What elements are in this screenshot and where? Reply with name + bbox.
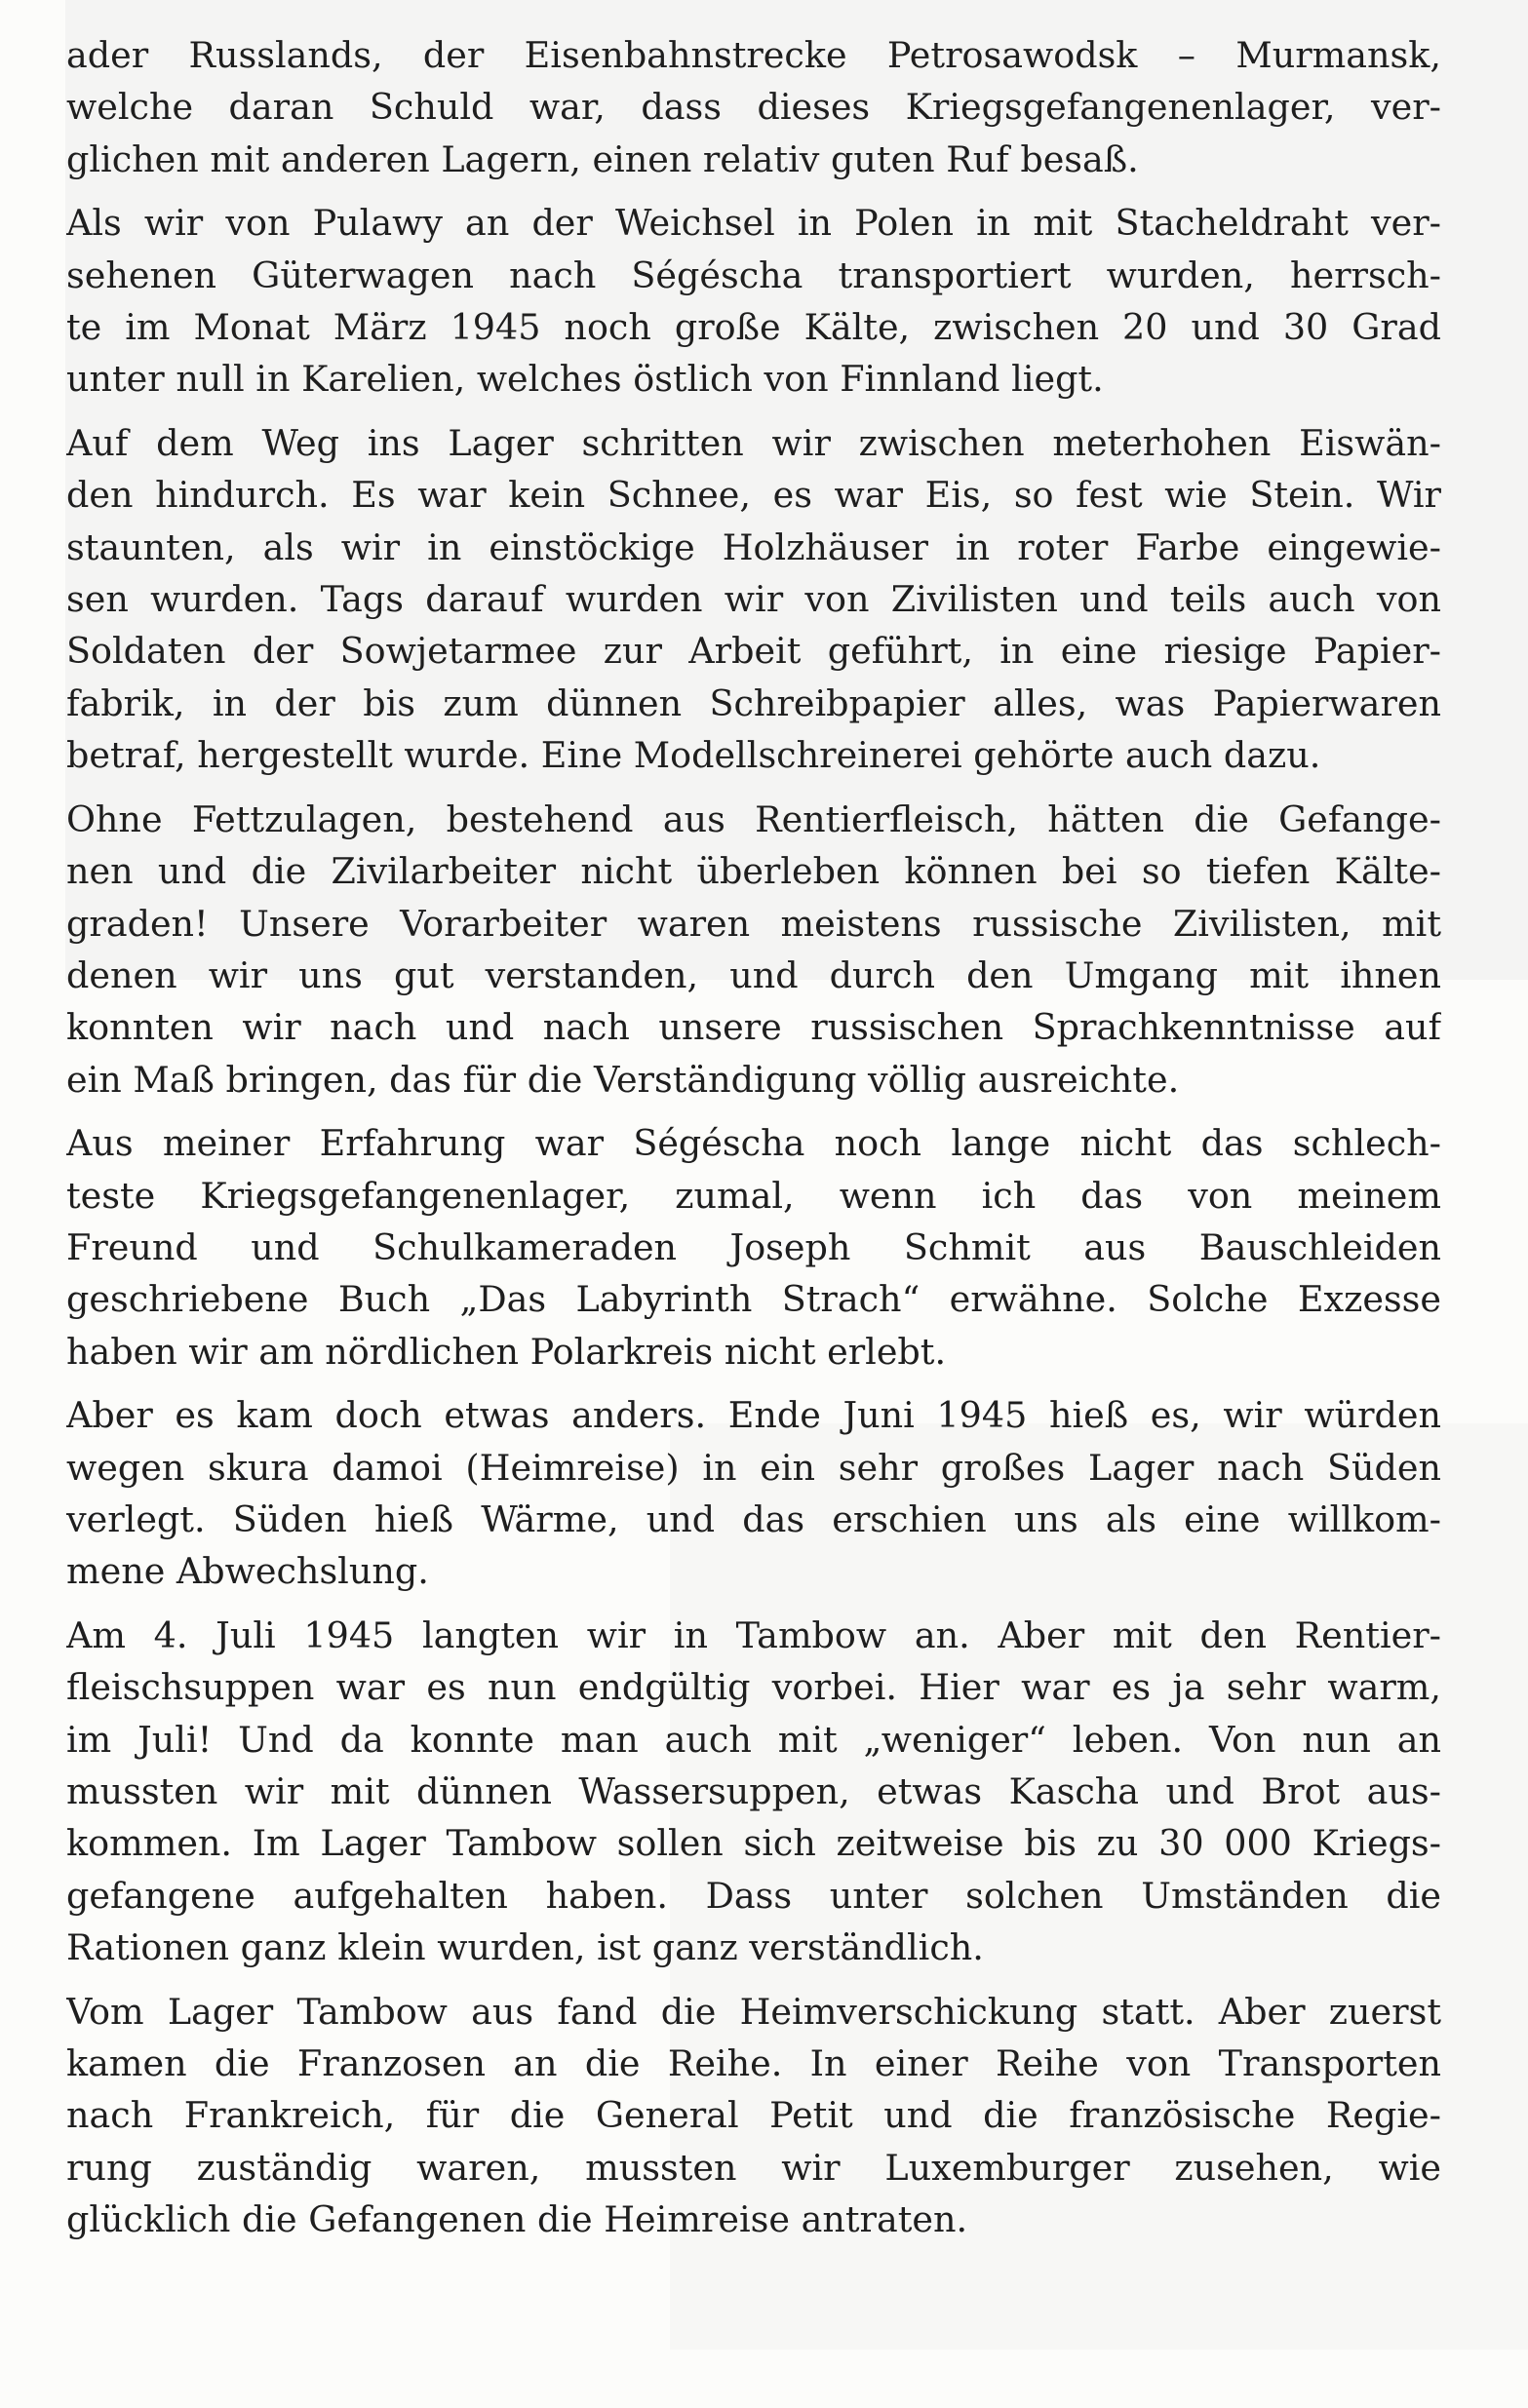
paragraph-3 [66,417,1441,782]
text-line: betraf, hergestellt wurde. Eine Modellschreinerei gehörte auch dazu. [66,734,1321,777]
text-line: glichen mit anderen Lagern, einen relativ guten Ruf besaß. [66,137,1139,180]
text-line: gefangene aufgehalten haben. Dass unter solchen Umständen die [66,1874,1441,1917]
text-line: geschriebene Buch „Das Labyrinth Strach“ erwähne. Solche Exzesse [66,1278,1441,1321]
paragraph-1 [66,29,1441,185]
text-line: Am 4. Juli 1945 langten wir in Tambow an. Aber mit den Rentier- [66,1613,1441,1656]
text-line: staunten, als wir in einstöckige Holzhäuser in roter Farbe eingewie- [66,525,1441,568]
text-line: sehenen Güterwagen nach Ségéscha transportiert wurden, herrsch- [66,253,1441,296]
text-line: wegen skura damoi (Heimreise) in ein sehr großes Lager nach Süden [66,1446,1441,1489]
text-line: im Juli! Und da konnte man auch mit „weniger“ leben. Von nun an [66,1718,1441,1761]
text-line: Rationen ganz klein wurden, ist ganz verständlich. [66,1926,984,1969]
text-line: Aus meiner Erfahrung war Ségéscha noch lange nicht das schlech- [66,1122,1441,1165]
text-line: sen wurden. Tags darauf wurden wir von Zivilisten und teils auch von [66,578,1441,621]
text-line: nach Frankreich, für die General Petit und die französische Regie- [66,2094,1441,2137]
text-line: kamen die Franzosen an die Reihe. In einer Reihe von Transporten [66,2042,1441,2085]
text-line: konnten wir nach und nach unsere russischen Sprachkenntnisse auf [66,1006,1441,1049]
paragraph-8 [66,1986,1441,2246]
text-line: Vom Lager Tambow aus fand die Heimverschickung statt. Aber zuerst [66,1990,1441,2033]
text-line: ein Maß bringen, das für die Verständigung völlig ausreichte. [66,1058,1180,1101]
text-line: Freund und Schulkameraden Joseph Schmit aus Bauschleiden [66,1225,1441,1268]
text-line: te im Monat März 1945 noch große Kälte, zwischen 20 und 30 Grad [66,306,1441,349]
text-line: mussten wir mit dünnen Wassersuppen, etwas Kascha und Brot aus- [66,1770,1441,1812]
text-line: mene Abwechslung. [66,1550,429,1593]
text-line: rung zuständig waren, mussten wir Luxemburger zusehen, wie [66,2146,1441,2189]
text-line: den hindurch. Es war kein Schnee, es war Eis, so fest wie Stein. Wir [66,474,1441,517]
text-line: haben wir am nördlichen Polarkreis nicht erlebt. [66,1330,947,1373]
text-line: kommen. Im Lager Tambow sollen sich zeitweise bis zu 30 000 Kriegs- [66,1822,1441,1865]
text-line: glücklich die Gefangenen die Heimreise antraten. [66,2198,968,2241]
paragraph-7 [66,1610,1441,1974]
text-line: nen und die Zivilarbeiter nicht überleben können bei so tiefen Kälte- [66,850,1441,893]
text-line: denen wir uns gut verstanden, und durch den Umgang mit ihnen [66,953,1441,996]
text-line: graden! Unsere Vorarbeiter waren meistens russische Zivilisten, mit [66,902,1441,945]
paragraph-5 [66,1117,1441,1378]
text-line: Als wir von Pulawy an der Weichsel in Polen in mit Stacheldraht ver- [66,202,1441,245]
text-line: welche daran Schuld war, dass dieses Kriegsgefangenenlager, ver- [66,86,1441,129]
text-line: Aber es kam doch etwas anders. Ende Juni 1945 hieß es, wir würden [66,1394,1441,1437]
text-line: unter null in Karelien, welches östlich von Finnland liegt. [66,358,1104,401]
paragraph-2 [66,197,1441,406]
paragraph-4 [66,794,1441,1106]
text-line: ader Russlands, der Eisenbahnstrecke Petrosawodsk – Murmansk, [66,34,1441,76]
text-line: fabrik, in der bis zum dünnen Schreibpapier alles, was Papierwaren [66,681,1441,724]
text-line: teste Kriegsgefangenenlager, zumal, wenn ich das von meinem [66,1174,1441,1217]
text-line: Ohne Fettzulagen, bestehend aus Rentierfleisch, hätten die Gefange- [66,797,1441,840]
text-line: Auf dem Weg ins Lager schritten wir zwischen meterhohen Eiswän- [66,421,1441,464]
text-line: verlegt. Süden hieß Wärme, und das erschien uns als eine willkom- [66,1497,1441,1540]
text-line: fleischsuppen war es nun endgültig vorbei. Hier war es ja sehr warm, [66,1666,1441,1709]
text-line: Soldaten der Sowjetarmee zur Arbeit geführt, in eine riesige Papier- [66,630,1441,673]
body-text [66,29,1441,2258]
paragraph-6 [66,1389,1441,1598]
